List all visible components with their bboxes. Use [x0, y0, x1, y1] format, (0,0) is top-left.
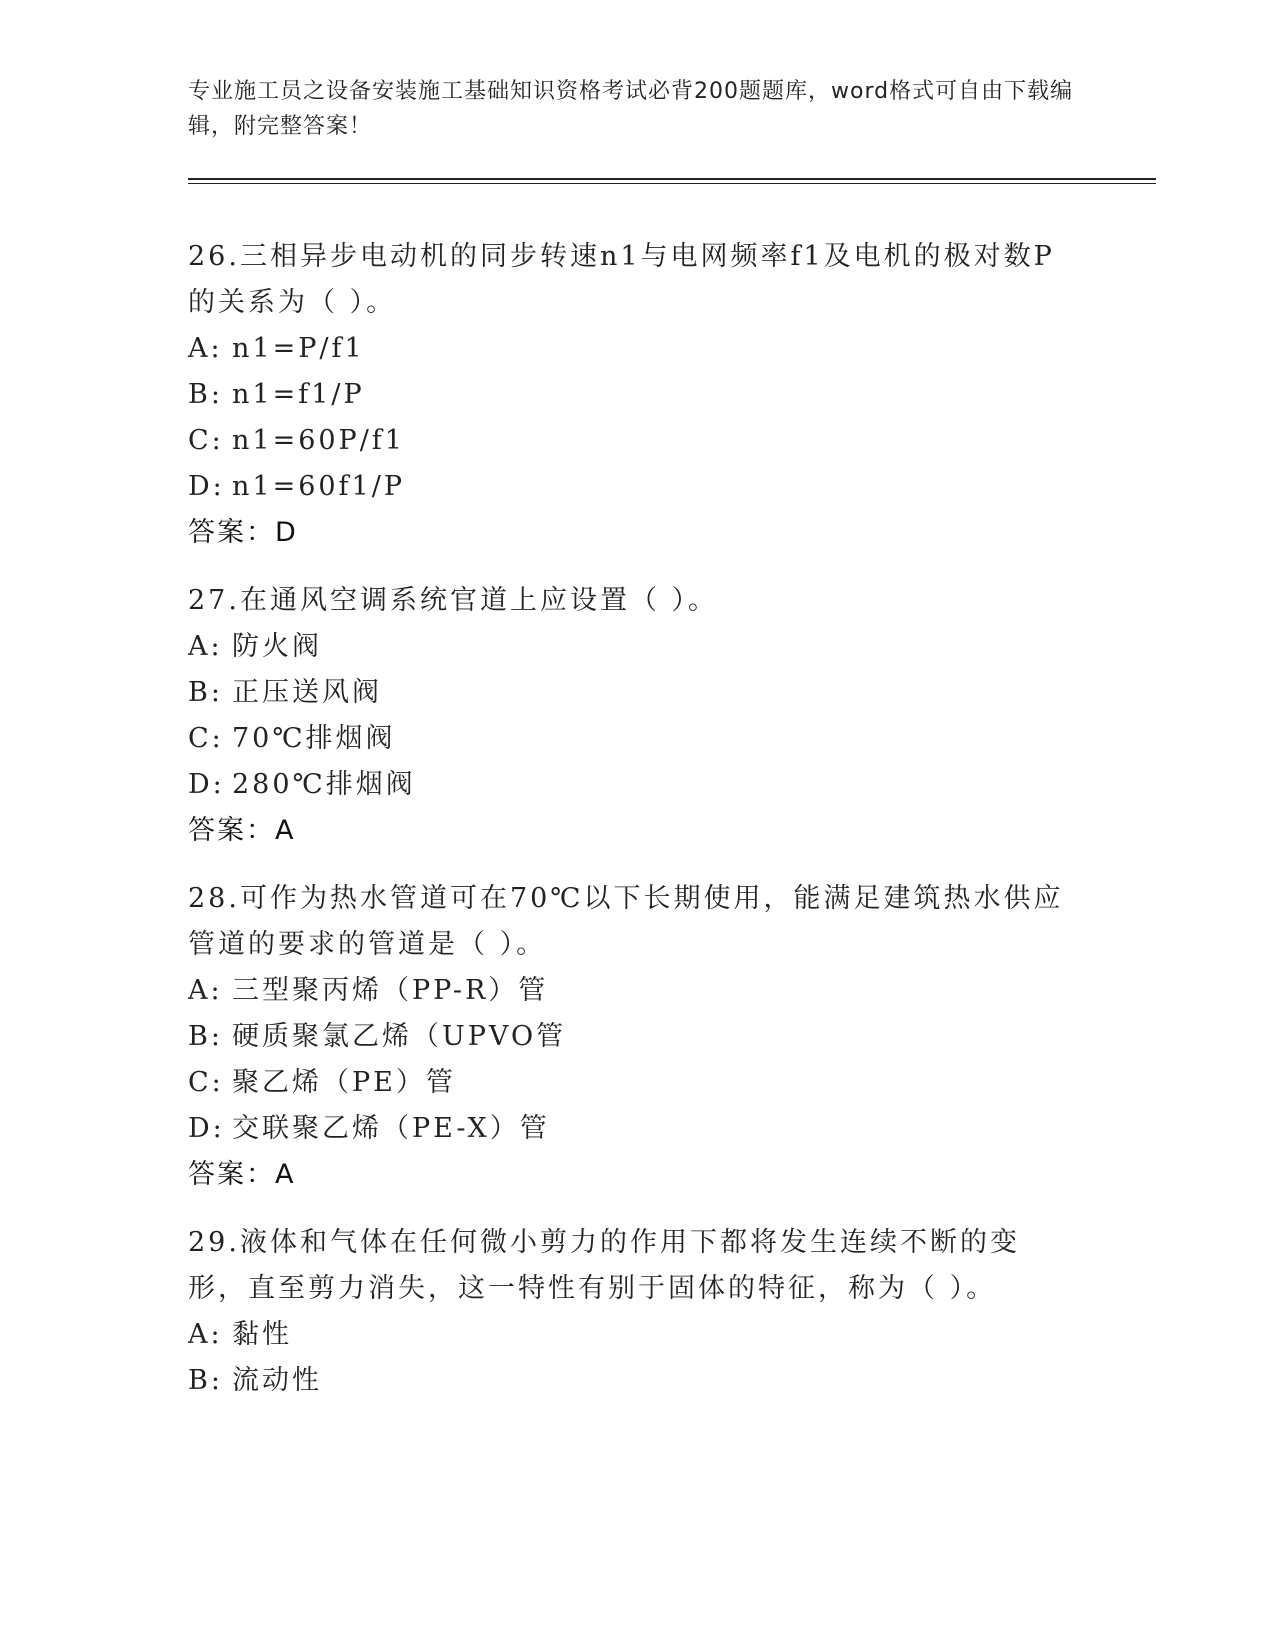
option-text: 聚乙烯（PE）管: [232, 1067, 456, 1098]
option-text: 280℃排烟阀: [232, 769, 416, 800]
option-text: n1=60P/f1: [232, 425, 405, 456]
option-key: B:: [188, 677, 223, 708]
option-key: B:: [188, 1365, 223, 1396]
question-list: [188, 234, 1088, 1426]
option-key: D:: [188, 471, 225, 502]
option-key: C:: [188, 723, 224, 754]
option-key: B:: [188, 1021, 223, 1052]
question-28: [188, 876, 1088, 1198]
question-stem: 26.三相异步电动机的同步转速n1与电网频率f1及电机的极对数P的关系为（ ）。: [188, 241, 1055, 318]
option-text: 交联聚乙烯（PE-X）管: [232, 1113, 550, 1144]
question-27: [188, 578, 1088, 854]
option-text: 防火阀: [232, 631, 322, 662]
option-a: [188, 1312, 1088, 1358]
option-text: 正压送风阀: [232, 677, 382, 708]
option-text: 黏性: [232, 1319, 292, 1350]
option-text: 三型聚丙烯（PP-R）管: [232, 975, 549, 1006]
option-a: [188, 326, 1088, 372]
answer-line: 答案：D: [188, 517, 298, 548]
answer-line: 答案：A: [188, 815, 296, 846]
option-key: C:: [188, 1067, 224, 1098]
option-key: B:: [188, 379, 223, 410]
option-b: [188, 670, 1088, 716]
option-b: [188, 1014, 1088, 1060]
question-29: [188, 1220, 1088, 1404]
question-stem: 29.液体和气体在任何微小剪力的作用下都将发生连续不断的变形，直至剪力消失，这一特性有别于固体的特征，称为（ ）。: [188, 1227, 1020, 1304]
option-text: 流动性: [232, 1365, 322, 1396]
option-c: [188, 418, 1088, 464]
option-b: [188, 1358, 1088, 1404]
option-d: [188, 464, 1088, 510]
question-stem: 27.在通风空调系统官道上应设置（ ）。: [188, 585, 719, 616]
question-26: [188, 234, 1088, 556]
option-c: [188, 1060, 1088, 1106]
answer-line: 答案：A: [188, 1159, 296, 1190]
option-text: n1=f1/P: [232, 379, 365, 410]
option-c: [188, 716, 1088, 762]
document-header: 专业施工员之设备安装施工基础知识资格考试必背200题题库，word格式可自由下载编辑，附完整答案！: [188, 79, 1074, 139]
option-key: A:: [188, 333, 223, 364]
option-b: [188, 372, 1088, 418]
option-key: C:: [188, 425, 224, 456]
option-key: D:: [188, 1113, 225, 1144]
option-text: 70℃排烟阀: [232, 723, 396, 754]
option-a: [188, 968, 1088, 1014]
option-text: n1=60f1/P: [232, 471, 405, 502]
option-d: [188, 1106, 1088, 1152]
option-d: [188, 762, 1088, 808]
option-key: A:: [188, 631, 223, 662]
option-text: n1=P/f1: [232, 333, 365, 364]
option-key: D:: [188, 769, 225, 800]
header-divider-thin: [188, 183, 1156, 184]
option-key: A:: [188, 975, 223, 1006]
option-a: [188, 624, 1088, 670]
header-divider-thick: [188, 178, 1156, 180]
question-stem: 28.可作为热水管道可在70℃以下长期使用，能满足建筑热水供应管道的要求的管道是（ ）。: [188, 883, 1064, 960]
option-key: A:: [188, 1319, 223, 1350]
option-text: 硬质聚氯乙烯（UPVO管: [232, 1021, 567, 1052]
